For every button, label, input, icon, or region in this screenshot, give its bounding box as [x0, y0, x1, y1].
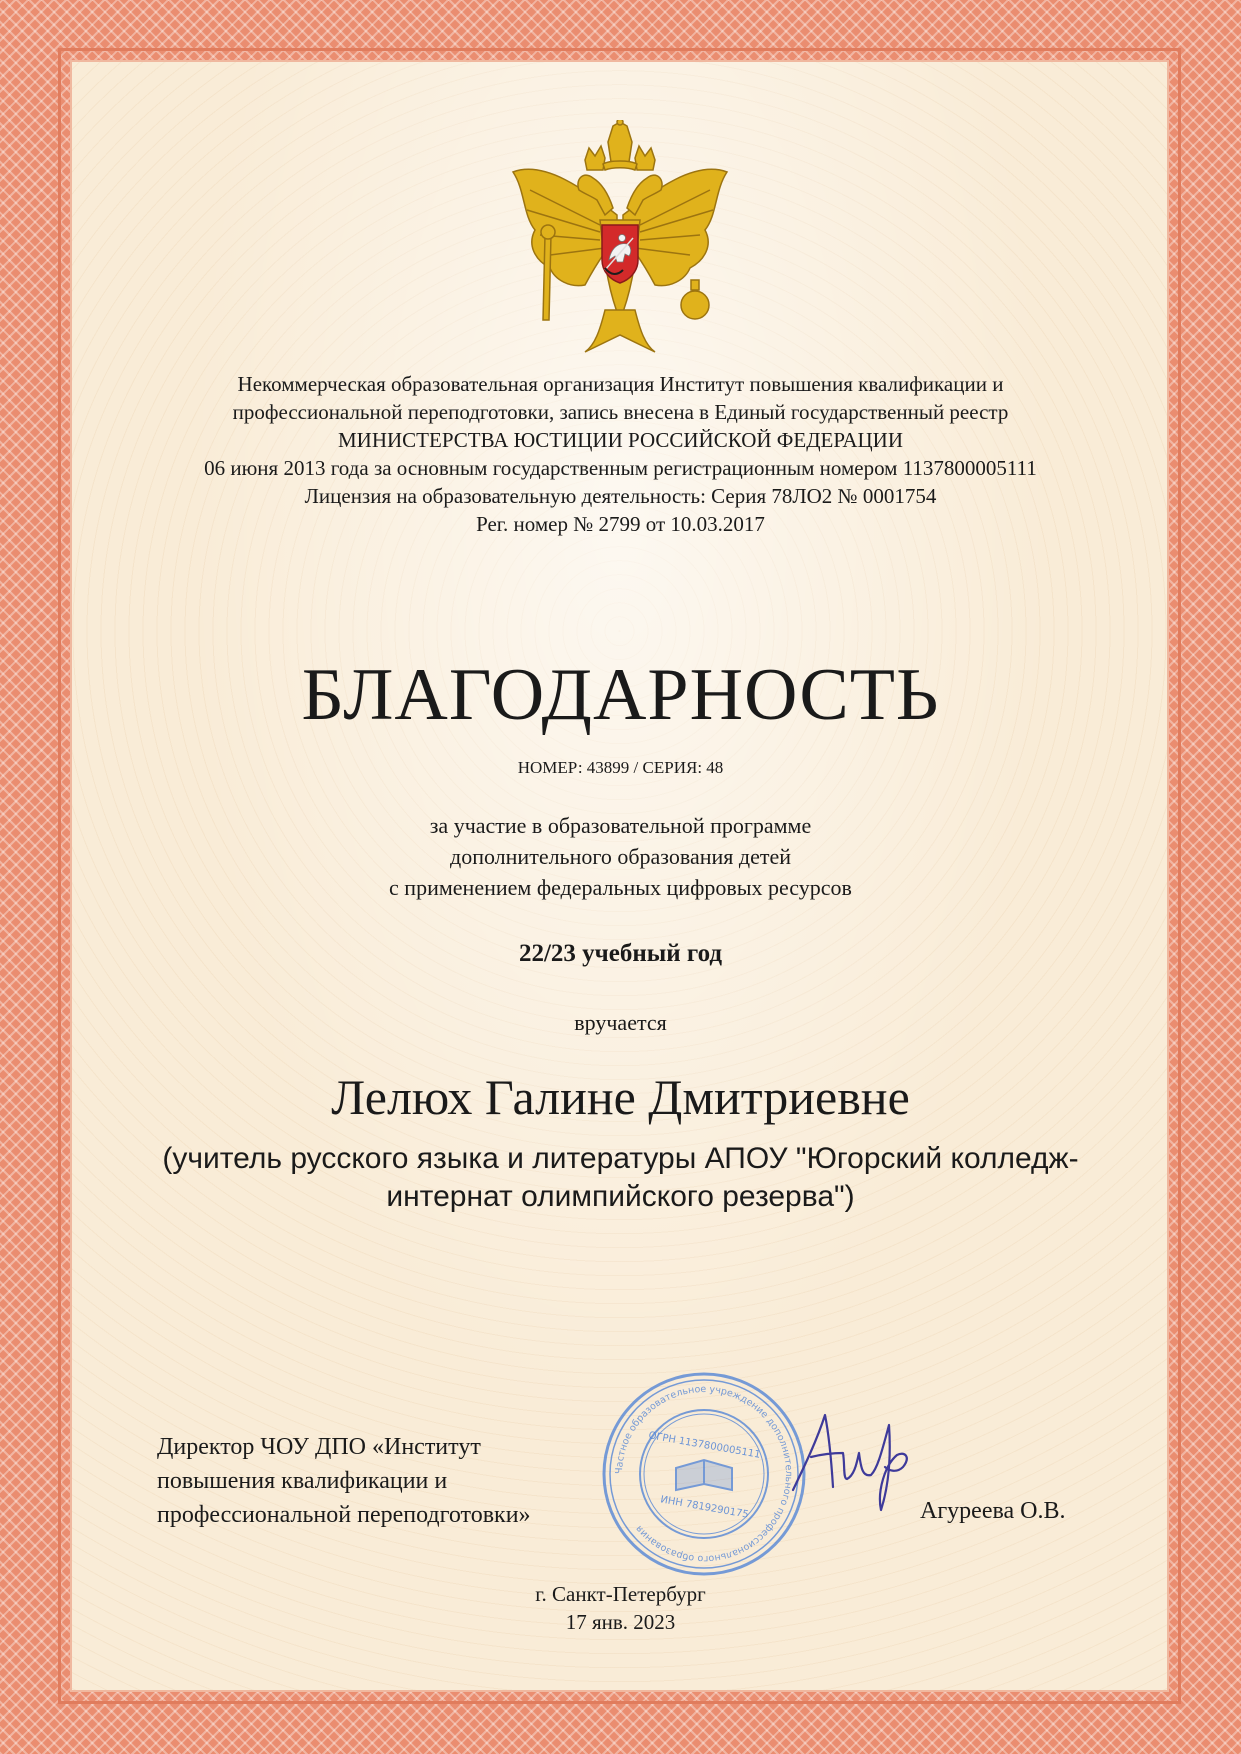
number-series: НОМЕР: 43899 / СЕРИЯ: 48	[517, 758, 724, 777]
official-stamp	[598, 1368, 810, 1580]
organization-line: профессиональной переподготовки, запись внесена в Единый государственный реестр	[232, 400, 1009, 424]
position-line: интернат олимпийского резерва")	[386, 1180, 855, 1213]
certificate-title: БЛАГОДАРНОСТЬ	[301, 654, 940, 736]
issue-date: 17 янв. 2023	[565, 1610, 676, 1634]
awarded-text: вручается	[574, 1010, 667, 1035]
stamp-ogrn: ОГРН 1137800005111	[647, 1430, 762, 1461]
director-title-line: повышения квалификации и	[157, 1468, 448, 1494]
director-title	[157, 1430, 531, 1532]
stamp-ring-text: Частное образовательное учреждение дополнительного профессионального образования	[613, 1383, 795, 1565]
director-title-line: Директор ЧОУ ДПО «Институт	[157, 1434, 481, 1460]
organization-line: Лицензия на образовательную деятельность: Серия 78ЛО2 № 0001754	[304, 484, 937, 508]
director-title-line: профессиональной переподготовки»	[157, 1502, 531, 1528]
organization-line: Некоммерческая образовательная организация Институт повышения квалификации и	[237, 372, 1004, 396]
director-signature	[785, 1395, 935, 1520]
organization-line: Рег. номер № 2799 от 10.03.2017	[476, 512, 765, 536]
program-line: за участие в образовательной программе	[429, 813, 812, 838]
director-name: Агуреева О.В.	[920, 1498, 1066, 1524]
program-description	[0, 810, 1241, 903]
program-line: дополнительного образования детей	[450, 844, 791, 869]
recipient-position	[0, 1140, 1241, 1216]
organization-line: 06 июня 2013 года за основным государственным регистрационным номером 1137800005111	[204, 456, 1037, 480]
coat-of-arms-icon	[505, 120, 735, 360]
stamp-inn: ИНН 7819290175	[659, 1494, 750, 1521]
academic-year: 22/23 учебный год	[518, 940, 723, 967]
organization-info	[0, 370, 1241, 538]
place-and-date	[0, 1580, 1241, 1636]
recipient-name: Лелюх Галине Дмитриевне	[331, 1069, 910, 1125]
city: г. Санкт-Петербург	[535, 1582, 706, 1606]
organization-line: МИНИСТЕРСТВА ЮСТИЦИИ РОССИЙСКОЙ ФЕДЕРАЦИИ	[337, 428, 904, 452]
program-line: с применением федеральных цифровых ресурсов	[389, 875, 852, 900]
position-line: (учитель русского языка и литературы АПОУ "Югорский колледж-	[162, 1142, 1079, 1175]
